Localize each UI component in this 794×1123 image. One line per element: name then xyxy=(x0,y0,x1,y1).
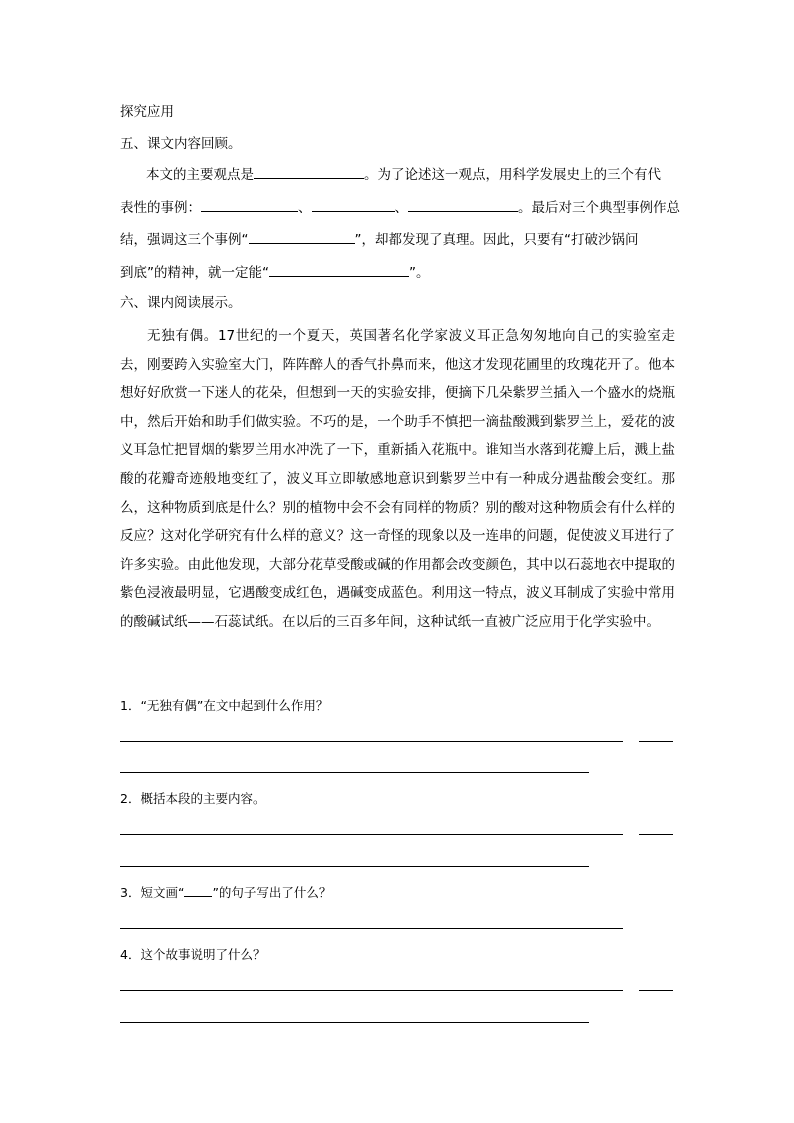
common-trait-blank[interactable] xyxy=(249,229,355,244)
answer-line[interactable] xyxy=(120,990,623,991)
separator: 、 xyxy=(298,200,312,216)
section-header: 探究应用 xyxy=(120,104,174,120)
section5-text: 到底”的精神，就一定能“ xyxy=(120,265,269,281)
answer-line[interactable] xyxy=(639,834,673,835)
section5-text: ”。 xyxy=(409,265,430,281)
section5-line-2 xyxy=(120,197,680,218)
question-3-text: ”的句子写出了什么？ xyxy=(212,885,332,900)
section5-line-4 xyxy=(120,262,430,283)
question-4: 4．这个故事说明了什么？ xyxy=(120,947,266,962)
separator: 、 xyxy=(394,200,408,216)
conclusion-blank[interactable] xyxy=(269,262,409,277)
answer-line[interactable] xyxy=(120,928,623,929)
example-blank-2[interactable] xyxy=(312,197,395,212)
answer-line[interactable] xyxy=(120,1022,589,1023)
answer-line[interactable] xyxy=(120,772,589,773)
answer-line[interactable] xyxy=(120,834,623,835)
answer-line[interactable] xyxy=(639,741,673,742)
answer-line[interactable] xyxy=(120,866,589,867)
example-blank-1[interactable] xyxy=(201,197,298,212)
underline-marker xyxy=(184,884,212,897)
question-3-text: 3．短文画“ xyxy=(120,885,185,900)
section5-text: 。最后对三个典型事例作总 xyxy=(518,200,680,216)
question-1: 1．“无独有偶”在文中起到什么作用？ xyxy=(120,698,329,713)
question-3 xyxy=(120,884,331,902)
section5-text: 。为了论述这一观点，用科学发展史上的三个有代 xyxy=(364,167,661,183)
section5-title: 五、课文内容回顾。 xyxy=(120,136,242,152)
answer-line[interactable] xyxy=(120,741,623,742)
answer-line[interactable] xyxy=(639,990,673,991)
example-blank-3[interactable] xyxy=(408,197,518,212)
section5-text: 结，强调这三个事例“ xyxy=(120,232,249,248)
section5-line-3 xyxy=(120,229,639,250)
reading-passage: 无独有偶。17世纪的一个夏天，英国著名化学家波义耳正急匆匆地向自己的实验室走去，刚要跨入实验室大门，阵阵醉人的香气扑鼻而来，他这才发现花圃里的玫瑰花开了。他本想好好欣赏一下迷人的花朵，但想到一天的实验安排，便摘下几朵紫罗兰插入一个盛水的烧瓶中，然后开始和助手们做实验。不巧的是，一个助手不慎把一滴盐酸溅到紫罗兰上，爱花的波义耳急忙把冒烟的紫罗兰用水冲洗了一下，重新插入花瓶中。谁知当水落到花瓣上后，溅上盐酸的花瓣奇迹般地变红了，波义耳立即敏感地意识到紫罗兰中有一种成分遇盐酸会变红。那么，这种物质到底是什么？别的植物中会不会有同样的物质？别的酸对这种物质会有什么样的反应？这对化学研究有什么样的意义？这一奇怪的现象以及一连串的问题，促使波义耳进行了许多实验。由此他发现，大部分花草受酸或碱的作用都会改变颜色，其中以石蕊地衣中提取的紫色浸液最明显，它遇酸变成红色，遇碱变成蓝色。利用这一特点，波义耳制成了实验中常用的酸碱试纸——石蕊试纸。在以后的三百多年间，这种试纸一直被广泛应用于化学实验中。 xyxy=(120,328,675,630)
question-2: 2．概括本段的主要内容。 xyxy=(120,791,266,806)
section6-title: 六、课内阅读展示。 xyxy=(120,295,242,311)
section5-line-1 xyxy=(146,164,661,185)
section5-text: 本文的主要观点是 xyxy=(146,167,254,183)
section5-text: ”，却都发现了真理。因此，只要有“打破沙锅问 xyxy=(354,232,639,248)
main-idea-blank[interactable] xyxy=(254,164,364,179)
section5-text: 表性的事例： xyxy=(120,200,201,216)
